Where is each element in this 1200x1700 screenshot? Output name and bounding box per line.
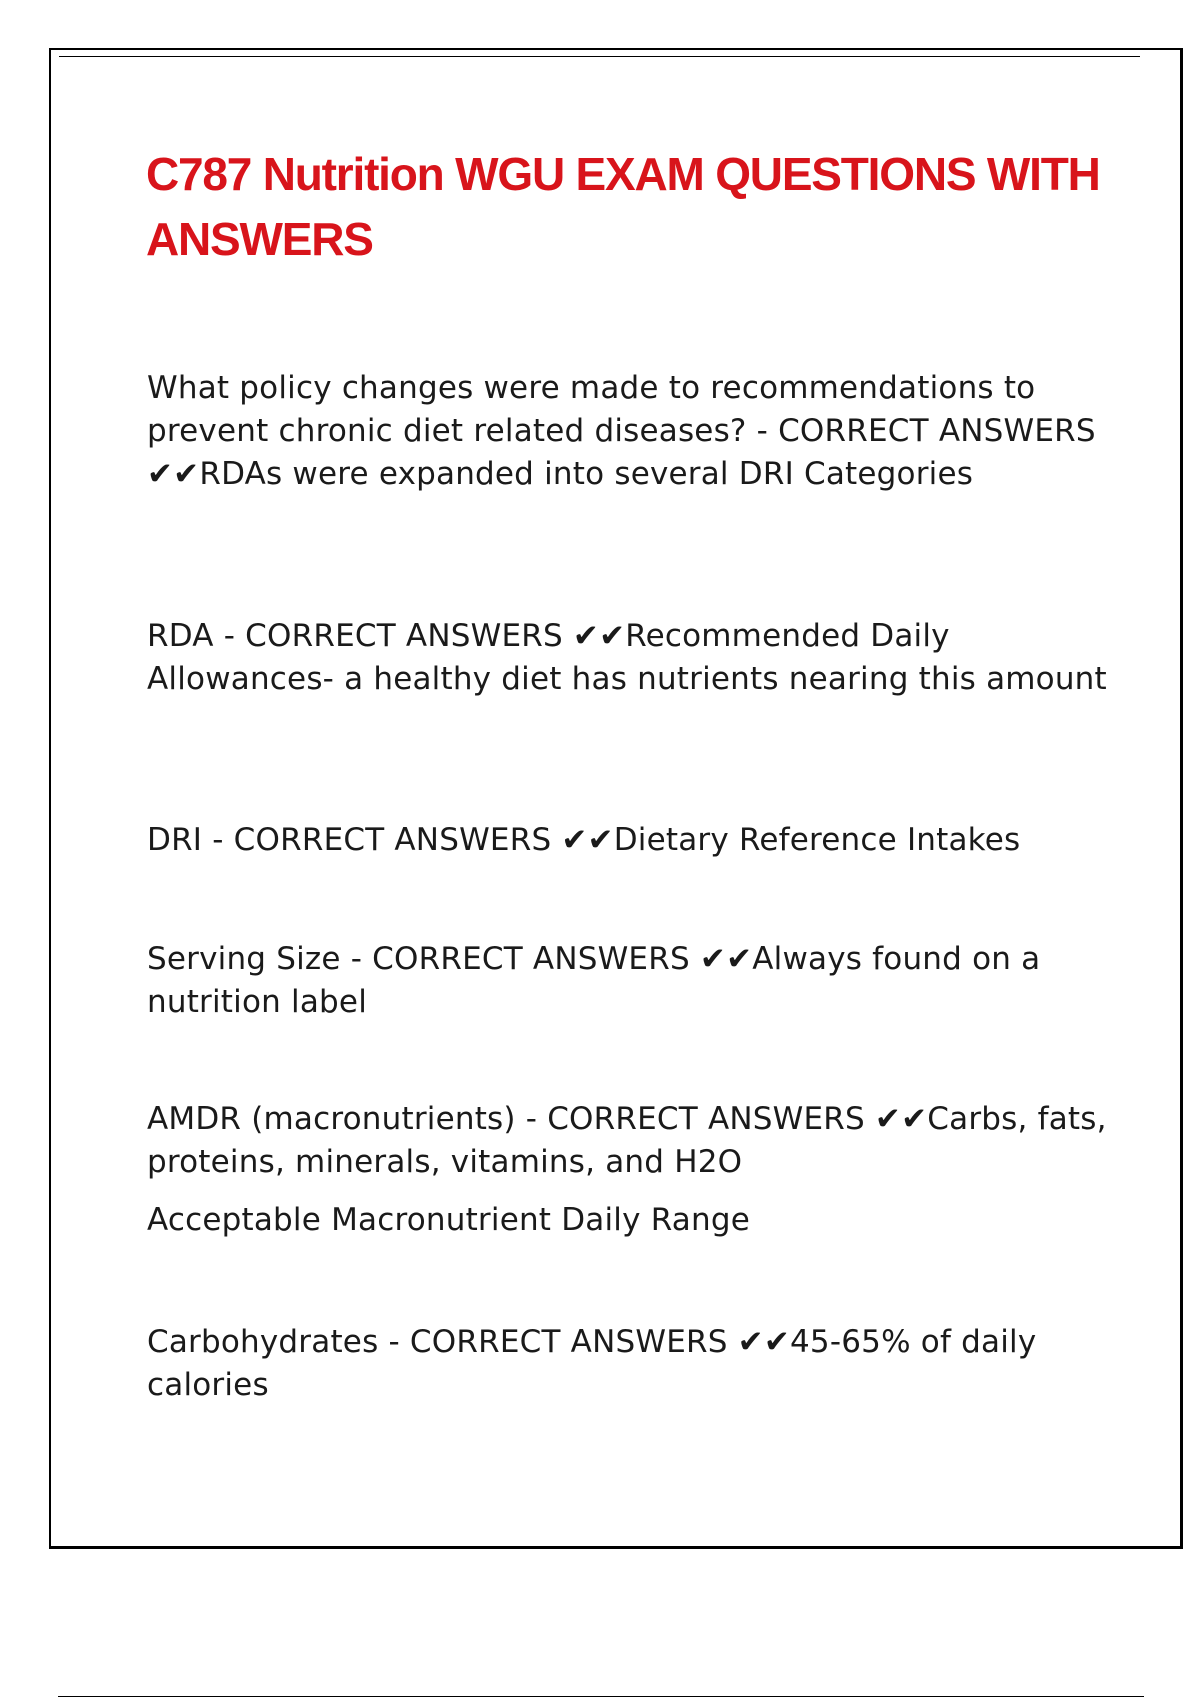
top-divider [59,56,1140,57]
qa-entry: What policy changes were made to recommendations to prevent chronic diet related diseases? - CORRECT ANSWERS ✔✔RDAs were expanded into several DRI Categories [147,370,1096,492]
page-frame [49,48,1183,1549]
qa-entry-note: Acceptable Macronutrient Daily Range [147,1202,750,1238]
qa-entry: Carbohydrates - CORRECT ANSWERS ✔✔45-65% of daily calories [147,1324,1037,1403]
document-title: C787 Nutrition WGU EXAM QUESTIONS WITH ANSWERS [146,148,1100,265]
qa-entry: RDA - CORRECT ANSWERS ✔✔Recommended Daily Allowances- a healthy diet has nutrients nearing this amount [147,618,1107,697]
qa-entry [147,1098,1107,1242]
qa-entry-text: AMDR (macronutrients) - CORRECT ANSWERS ✔✔Carbs, fats, proteins, minerals, vitamins, and H2O [147,1101,1107,1180]
qa-entry: Serving Size - CORRECT ANSWERS ✔✔Always found on a nutrition label [147,941,1041,1020]
qa-entry: DRI - CORRECT ANSWERS ✔✔Dietary Reference Intakes [147,822,1021,858]
bottom-divider [58,1696,1144,1697]
